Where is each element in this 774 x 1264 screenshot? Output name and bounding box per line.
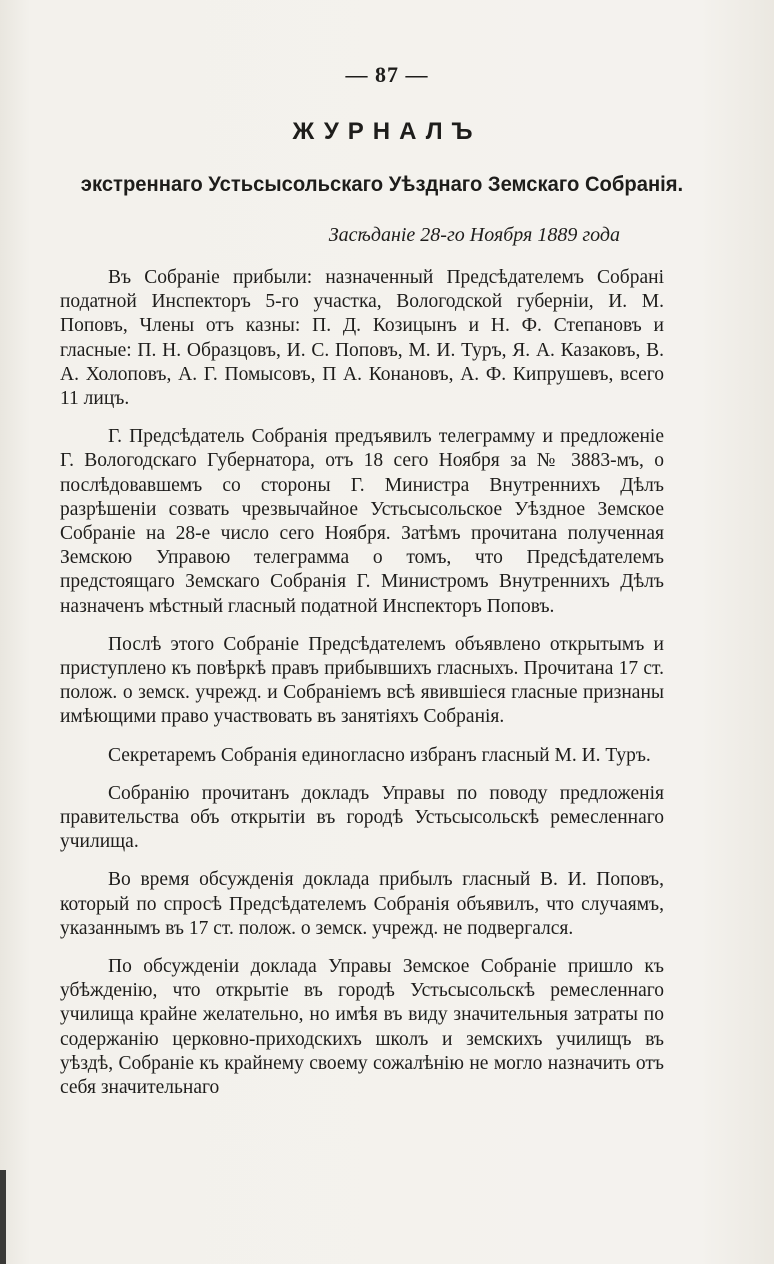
- paragraph-secretary: Секретаремъ Собранія единогласно избранъ гласный М. И. Туръ.: [108, 744, 651, 766]
- paragraph-telegram: Г. Предсѣдатель Собранія предъявилъ телеграмму и предложеніе Г. Вологодскаго Губернатора, отъ 18 сего Ноября за № 3883-мъ, о послѣдовавшемъ со стороны Г. Министра Внутреннихъ Дѣлъ разрѣшеніи созвать чрезвычайное Устьсысольское Уѣздное Земское Собраніе на 28-е число сего Ноября. Затѣмъ прочитана полученная Земскою Управою телеграмма о томъ, что Предсѣдателемъ предстоящаго Земскаго Собранія Г. Министромъ Внутреннихъ Дѣлъ назначенъ мѣстный гласный податной Инспекторъ Поповъ.: [60, 426, 664, 617]
- body-text: [60, 266, 664, 1114]
- document-title: ЖУРНАЛЪ: [292, 118, 482, 145]
- paragraph-opening: Послѣ этого Собраніе Предсѣдателемъ объявлено открытымъ и приступлено къ повѣркѣ правъ прибывшихъ гласныхъ. Прочитана 17 ст. полож. о земск. учрежд. и Собраніемъ всѣ явившіеся гласные признаны имѣющими право участвовать въ занятіяхъ Собранія.: [60, 633, 664, 728]
- paragraph-attendance: Въ Собраніе прибыли: назначенный Предсѣдателемъ Собрані податной Инспекторъ 5-го участка, Вологодской губерніи, И. М. Поповъ, Члены отъ казны: П. Д. Козицынъ и Н. Ф. Степановъ и гласные: П. Н. Образцовъ, И. С. Поповъ, М. И. Туръ, Я. А. Казаковъ, В. А. Холоповъ, А. Г. Помысовъ, П А. Конановъ, А. Ф. Кипрушевъ, всего 11 лицъ.: [60, 267, 664, 410]
- paragraph-report: Собранію прочитанъ докладъ Управы по поводу предложенія правительства объ открытіи въ городѣ Устьсысольскѣ ремесленнаго училища.: [60, 782, 664, 853]
- paragraph-conclusion: По обсужденіи доклада Управы Земское Собраніе пришло къ убѣжденію, что открытіе въ городѣ Устьсысольскѣ ремесленнаго училища крайне желательно, но имѣя въ виду значительныя затраты по содержанію церковно-приходскихъ школъ и земскихъ училищъ въ уѣздѣ, Собраніе къ крайнему своему сожалѣнію не могло назначить отъ себя значительнаго: [60, 956, 664, 1099]
- document-subtitle: экстреннаго Устьсысольскаго Уѣзднаго Земскаго Собранія.: [80, 172, 684, 196]
- paragraph-discussion: Во время обсужденія доклада прибылъ гласный В. И. Поповъ, который по спросѣ Предсѣдателемъ Собранія объявилъ, что случаямъ, указаннымъ въ 17 ст. полож. о земск. учрежд. не подвергался.: [60, 869, 664, 939]
- book-spine-edge: [0, 1170, 6, 1264]
- page-number: — 87 —: [345, 62, 429, 87]
- session-date: Засѣданіе 28-го Ноября 1889 года: [328, 224, 620, 246]
